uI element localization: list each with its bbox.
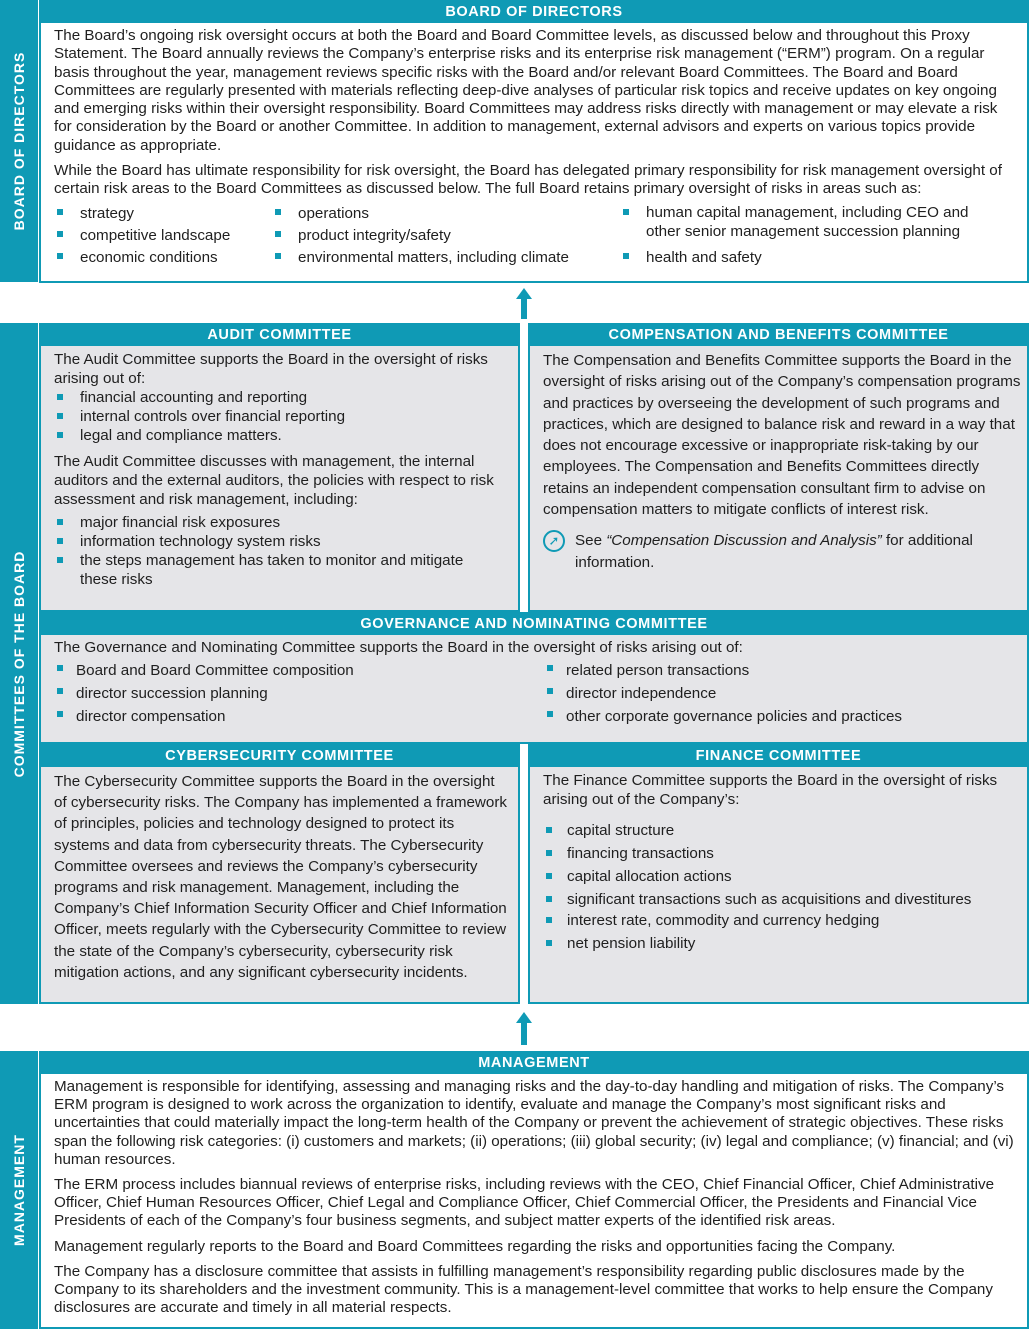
- list-item: other corporate governance policies and practices: [544, 705, 1014, 728]
- audit-paragraph-1: The Audit Committee supports the Board in the oversight of risks arising out of:: [54, 351, 488, 387]
- list-item: Board and Board Committee composition: [54, 659, 544, 682]
- board-paragraph-2: While the Board has ultimate responsibility for risk oversight, the Board has delegated primary responsibility for risk management oversight of certain risk areas to the Board Committees as discussed below. The full Board retains primary oversight of risks in areas such as:: [54, 162, 1002, 198]
- see-prefix: See: [575, 532, 607, 550]
- side-label-board-text: BOARD OF DIRECTORS: [11, 51, 27, 231]
- list-item: product integrity/safety: [272, 225, 620, 247]
- audit-policy-list: [54, 513, 510, 589]
- cybersecurity-title: CYBERSECURITY COMMITTEE: [41, 746, 518, 767]
- list-item: director compensation: [54, 705, 544, 728]
- finance-risk-list: [543, 821, 1019, 953]
- audit-risk-list: [54, 388, 510, 445]
- finance-title: FINANCE COMMITTEE: [530, 746, 1027, 767]
- list-item: financing transactions: [543, 844, 1019, 863]
- side-label-management: [0, 1051, 38, 1329]
- list-item: financial accounting and reporting: [54, 388, 510, 407]
- board-section: [39, 0, 1029, 283]
- side-label-committees: [0, 323, 38, 1004]
- list-item: interest rate, commodity and currency hedging: [543, 911, 1019, 930]
- list-item: the steps management has taken to monitor and mitigate these risks: [54, 551, 510, 589]
- list-item: information technology system risks: [54, 532, 510, 551]
- side-label-management-text: MANAGEMENT: [11, 1134, 27, 1246]
- list-item: economic conditions: [54, 247, 272, 269]
- up-arrow-icon: [516, 288, 532, 319]
- management-paragraph-1: Management is responsible for identifying, assessing and managing risks and the day-to-day handling and mitigation of risks. The Company’s ERM program is designed to work across the organization to identify, evaluate and manage the Company’s most significant risks and uncertainties that could materially impact the long-term health of the Company or prevent the achievement of strategic objectives. These risks span the following risk categories: (i) customers and markets; (ii) operations; (iii) global security; (iv) legal and compliance; (v) financial; and (vi) human resources.: [54, 1078, 1014, 1168]
- list-item: strategy: [54, 203, 272, 225]
- management-paragraph-2: The ERM process includes biannual reviews of enterprise risks, including reviews with the CEO, Chief Financial Officer, Chief Administrative Officer, Chief Human Resources Officer, Chief Legal and Compliance Officer, Chief Commercial Officer, the Presidents and Financial Vice Presidents of each of the Company’s four business segments, and subject matter experts of the identified risk areas.: [54, 1176, 995, 1230]
- list-item: health and safety: [620, 247, 1000, 269]
- cybersecurity-committee-section: [39, 744, 520, 1004]
- management-section: [39, 1051, 1029, 1329]
- list-item: internal controls over financial reporting: [54, 407, 510, 426]
- list-item: legal and compliance matters.: [54, 426, 510, 445]
- board-paragraph-1: The Board’s ongoing risk oversight occurs at both the Board and Board Committee levels, as discussed below and throughout this Proxy Statement. The Board annually reviews the Company’s enterprise risks and its enterprise risk management (“ERM”) program. On a regular basis throughout the year, management reviews specific risks with the Board and/or relevant Board Committees. The Board and Board Committees are regularly presented with materials reflecting deep-dive analyses of particular risk topics and receive updates on key ongoing and emerging risks within their oversight responsibility. Board Committees may address risks directly with management or may elevate a risk for consideration by the Board or another Committee. In addition to management, external advisors and experts on various topics provide guidance as appropriate.: [54, 27, 998, 154]
- management-title: MANAGEMENT: [41, 1053, 1027, 1074]
- board-risk-list-1: [54, 203, 272, 269]
- governance-list-1: [54, 659, 544, 728]
- cybersecurity-paragraph: The Cybersecurity Committee supports the Board in the oversight of cybersecurity risks. The Company has implemented a framework of principles, policies and technology designed to protect its systems and data from cybersecurity threats. The Cybersecurity Committee oversees and reviews the Company’s cybersecurity programs and risk management. Management, including the Company’s Chief Information Security Officer and Chief Information Officer, meets regularly with the Cybersecurity Committee to review the state of the Company’s cybersecurity, cybersecurity risk mitigation actions, and any significant cybersecurity incidents.: [54, 773, 507, 981]
- audit-committee-section: [39, 323, 520, 612]
- finance-committee-section: [528, 744, 1029, 1004]
- compensation-title: COMPENSATION AND BENEFITS COMMITTEE: [530, 325, 1027, 346]
- list-item: capital structure: [543, 821, 1019, 840]
- finance-paragraph: The Finance Committee supports the Board in the oversight of risks arising out of the Company’s:: [543, 772, 998, 808]
- list-item: significant transactions such as acquisitions and divestitures: [543, 890, 1019, 909]
- compensation-committee-section: [528, 323, 1029, 612]
- see-suffix: for additional information.: [575, 532, 973, 571]
- management-paragraph-3: Management regularly reports to the Board and Board Committees regarding the risks and opportunities facing the Company.: [54, 1237, 896, 1255]
- list-item: environmental matters, including climate: [272, 247, 620, 269]
- list-item: director independence: [544, 682, 1014, 705]
- see-link[interactable]: “Compensation Discussion and Analysis”: [606, 532, 882, 550]
- compensation-paragraph: The Compensation and Benefits Committee supports the Board in the oversight of risks arising out of the Company’s compensation programs and practices by overseeing the development of such programs and practices, which are designed to balance risk and reward in a way that does not encourage excessive or inappropriate risk-taking by our employees. The Compensation and Benefits Committees directly retains an independent compensation consultant firm to advise on compensation matters to mitigate conflicts of interest risk.: [543, 352, 1021, 519]
- arrow-circle-icon[interactable]: ➚: [543, 530, 565, 552]
- governance-list-2: [544, 659, 1014, 728]
- list-item: director succession planning: [54, 682, 544, 705]
- board-risk-list-2: [272, 203, 620, 269]
- see-reference: [543, 530, 1021, 573]
- board-risk-list-3: [620, 203, 1000, 269]
- audit-title: AUDIT COMMITTEE: [41, 325, 518, 346]
- governance-title: GOVERNANCE AND NOMINATING COMMITTEE: [41, 614, 1027, 635]
- see-reference-text: [575, 530, 1021, 573]
- list-item: related person transactions: [544, 659, 1014, 682]
- list-item: capital allocation actions: [543, 867, 1019, 886]
- side-label-committees-text: COMMITTEES OF THE BOARD: [11, 550, 27, 777]
- list-item: major financial risk exposures: [54, 513, 510, 532]
- governance-committee-section: [39, 612, 1029, 744]
- audit-paragraph-2: The Audit Committee discusses with management, the internal auditors and the external auditors, the policies with respect to risk assessment and risk management, including:: [54, 453, 494, 508]
- management-paragraph-4: The Company has a disclosure committee that assists in fulfilling management’s responsibility regarding public disclosures made by the Company to its shareholders and the investment community. This is a management-level committee that works to help ensure the Company disclosures are accurate and timely in all material respects.: [54, 1262, 993, 1317]
- board-title: BOARD OF DIRECTORS: [41, 2, 1027, 23]
- list-item: operations: [272, 203, 620, 225]
- list-item: competitive landscape: [54, 225, 272, 247]
- side-label-board: [0, 0, 38, 282]
- up-arrow-icon: [516, 1012, 532, 1045]
- governance-paragraph: The Governance and Nominating Committee supports the Board in the oversight of risks arising out of:: [54, 639, 743, 656]
- list-item: human capital management, including CEO and other senior management succession planning: [620, 203, 1000, 241]
- list-item: net pension liability: [543, 934, 1019, 953]
